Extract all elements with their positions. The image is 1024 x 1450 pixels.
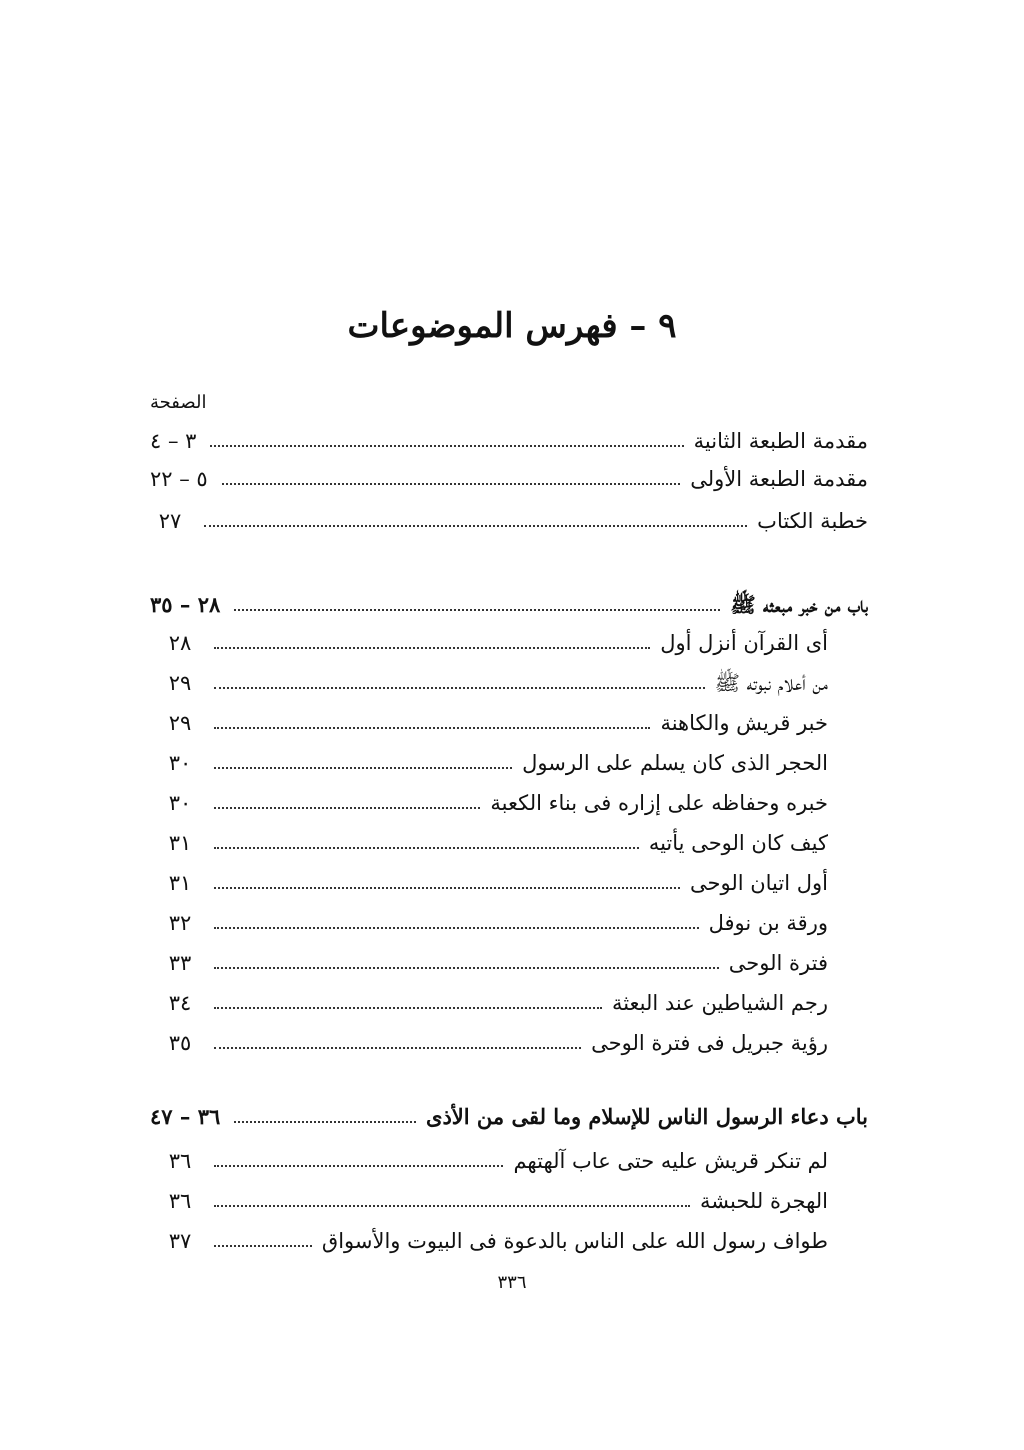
toc-entry (160, 784, 828, 822)
toc-entry-pages: ٣١ (168, 871, 192, 895)
toc-entry (160, 824, 828, 862)
leader-dots (214, 1007, 602, 1009)
toc-entry (160, 624, 828, 662)
leader-dots (214, 847, 639, 849)
toc-section-pages: ٣٦ – ٤٧ (150, 1104, 221, 1129)
leader-dots (214, 1205, 690, 1207)
page-number: ٣٣٦ (497, 1272, 527, 1293)
leader-dots (214, 767, 512, 769)
page-title: ٩ – فهرس الموضوعات (347, 306, 677, 346)
leader-dots (234, 609, 720, 611)
toc-entry (160, 904, 828, 942)
toc-entry-topic: خبره وحفاظه على إزاره فى بناء الكعبة (490, 791, 828, 815)
page-column-label: الصفحة (150, 392, 207, 413)
toc-entry-pages: ٣٣ (168, 951, 192, 975)
toc-entry-pages: ٣٦ (168, 1149, 192, 1173)
toc-entry-topic: طواف رسول الله على الناس بالدعوة فى البيوت والأسواق (321, 1229, 828, 1253)
toc-section-heading (150, 586, 868, 624)
leader-dots (222, 483, 681, 485)
toc-entry (160, 984, 828, 1022)
toc-entry (160, 1024, 828, 1062)
toc-section-topic: باب دعاء الرسول الناس للإسلام وما لقى من الأذى (426, 1104, 868, 1129)
toc-entry-topic: أى القرآن أنزل أول (660, 631, 828, 655)
toc-entry (150, 460, 868, 498)
toc-entry-topic: رؤية جبريل فى فترة الوحى (591, 1031, 828, 1055)
toc-entry-pages: ٣٧ (168, 1229, 192, 1253)
toc-entry (160, 704, 828, 742)
leader-dots (234, 1121, 416, 1123)
toc-entry-topic: مقدمة الطبعة الثانية (693, 429, 868, 453)
toc-entry-pages: ٣٠ (168, 791, 192, 815)
toc-entry (160, 1182, 828, 1220)
toc-entry-pages: ٢٩ (168, 711, 192, 735)
leader-dots (204, 525, 747, 527)
toc-entry (160, 864, 828, 902)
toc-entry-pages: ٣٢ (168, 911, 192, 935)
toc-entry (150, 422, 868, 460)
toc-entry (160, 664, 828, 702)
toc-entry-topic: رجم الشياطين عند البعثة (611, 991, 828, 1015)
toc-entry-pages: ٣٤ (168, 991, 192, 1015)
toc-entry-topic: فترة الوحى (728, 951, 828, 975)
toc-entry-topic: مقدمة الطبعة الأولى (690, 467, 868, 491)
leader-dots (214, 967, 719, 969)
toc-entry-topic: أول اتيان الوحى (690, 871, 828, 895)
leader-dots (210, 445, 683, 447)
toc-entry (160, 944, 828, 982)
toc-entry-pages: ٣٠ (168, 751, 192, 775)
toc-entry-topic: خبر قريش والكاهنة (660, 711, 828, 735)
toc-entry-topic: ورقة بن نوفل (708, 911, 828, 935)
leader-dots (214, 887, 680, 889)
toc-entry-pages: ٢٩ (168, 671, 192, 695)
leader-dots (214, 1245, 312, 1247)
toc-entry-pages: ٣ – ٤ (150, 429, 197, 453)
toc-entry-topic: الحجر الذى كان يسلم على الرسول (522, 751, 828, 775)
leader-dots (214, 1047, 581, 1049)
toc-entry (160, 1222, 828, 1260)
leader-dots (214, 927, 699, 929)
toc-section-pages: ٢٨ – ٣٥ (150, 592, 221, 617)
toc-section-topic: باب من خبر مبعثه ﷺ (730, 592, 868, 617)
toc-entry-topic: كيف كان الوحى يأتيه (648, 831, 828, 855)
toc-entry-topic: لم تنكر قريش عليه حتى عاب آلهتهم (513, 1149, 828, 1173)
toc-entry-pages: ٢٨ (168, 631, 192, 655)
toc-entry-pages: ٢٧ (158, 509, 182, 533)
toc-entry-pages: ٥ – ٢٢ (150, 467, 208, 491)
toc-entry-pages: ٣٦ (168, 1189, 192, 1213)
leader-dots (214, 647, 650, 649)
toc-section-heading (150, 1098, 868, 1136)
toc-entry-topic: خطبة الكتاب (757, 509, 868, 533)
leader-dots (214, 807, 480, 809)
toc-entry-topic: من أعلام نبوته ﷺ (714, 671, 828, 695)
leader-dots (214, 1165, 503, 1167)
toc-entry (160, 744, 828, 782)
toc-entry (160, 1142, 828, 1180)
leader-dots (214, 727, 650, 729)
toc-entry-topic: الهجرة للحبشة (700, 1189, 828, 1213)
leader-dots (214, 687, 705, 689)
toc-entry (150, 502, 868, 540)
toc-entry-pages: ٣١ (168, 831, 192, 855)
toc-entry-pages: ٣٥ (168, 1031, 192, 1055)
